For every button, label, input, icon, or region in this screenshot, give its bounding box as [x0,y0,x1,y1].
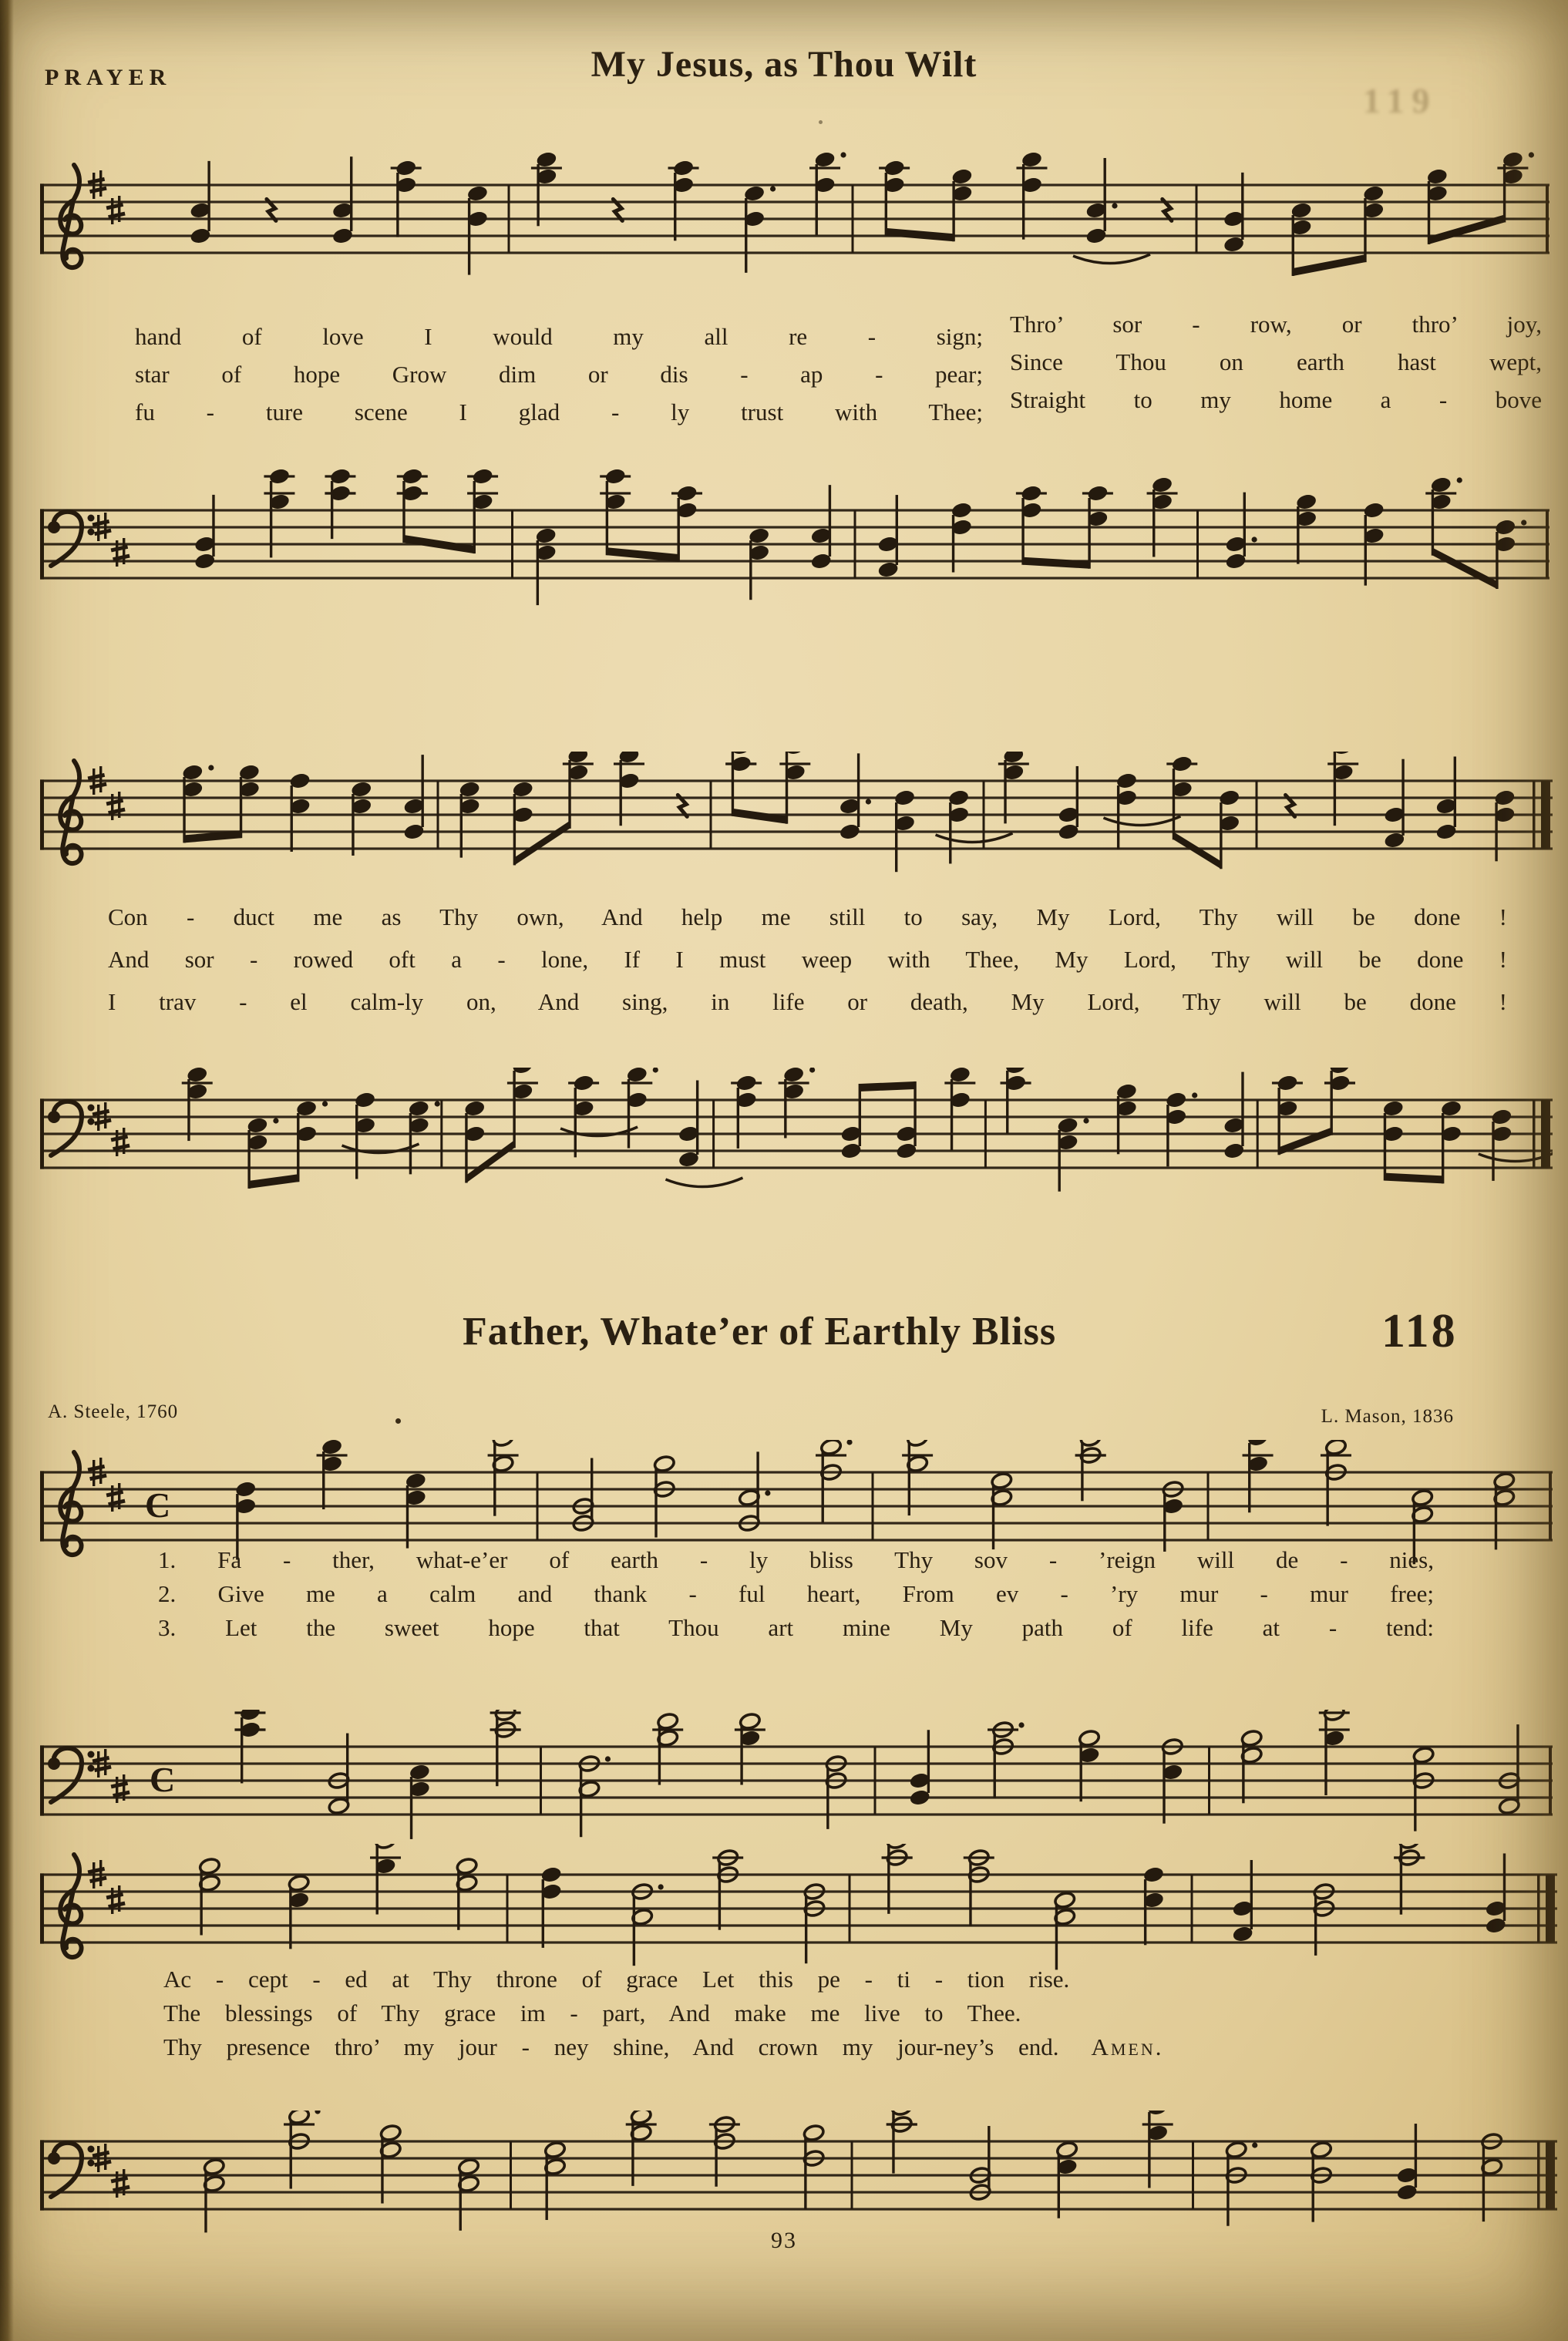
bass-clef-icon [48,1748,95,1802]
hymn-top-title: My Jesus, as Thou Wilt [591,44,977,85]
lyric-line: hand of love I would my all re - sign; [135,323,983,350]
scan-edge-shadow [0,0,14,2341]
hymn-118-verses-second [163,1963,1505,2064]
page-number: 93 [771,2228,797,2253]
hymn-118-composer: L. Mason, 1836 [1321,1406,1454,1427]
verse-line: Ac - cept - ed at Thy throne of grace Let this pe - ti - tion rise. [163,1966,1070,1993]
lyric-line: Straight to my home a - bove [1010,386,1542,413]
treble-clef-icon [60,1855,81,1957]
verse-line [163,2030,1505,2064]
hymn-118-title: Father, Whate’er of Earthly Bliss [462,1310,1057,1354]
hymn-118-verses-first [158,1543,1434,1645]
staff-bass-2 [40,1068,1553,1218]
lyric-line: Con - duct me as Thy own, And help me still to say, My Lord, Thy will be done ! [108,903,1507,930]
hymn-top-lyrics-line2 [108,896,1507,1023]
staff-bass-3 [40,1710,1553,1848]
time-signature: C [145,1485,171,1525]
lyric-line: star of hope Grow dim or dis - ap - pear; [135,361,983,388]
staff-treble-2 [40,752,1553,906]
verse-line: 2. Give me a calm and thank - ful heart, From ev - ’ry mur - mur free; [158,1580,1434,1607]
verse-line: 1. Fa - ther, what-e’er of earth - ly bliss Thy sov - ’reign will de - nies, [158,1546,1434,1573]
running-head: PRAYER [45,65,172,90]
amen-label: Amen. [1091,2033,1164,2060]
bass-clef-icon [48,2143,95,2197]
bleedthrough-number: 119 [1363,81,1438,120]
verse-line: The blessings of Thy grace im - part, And make me live to Thee. [163,2000,1021,2027]
treble-clef-icon [60,1452,81,1555]
verse-line-text: Thy presence thro’ my jour - ney shine, And crown my jour-ney’s end. [163,2033,1059,2060]
lyrics-left-column [135,318,983,431]
lyric-line: Since Thou on earth hast wept, [1010,348,1542,375]
verse-line: 3. Let the sweet hope that Thou art mine My path of life at - tend: [158,1614,1434,1641]
hymn-top-lyrics-line1 [135,311,1542,431]
hymn-118-author: A. Steele, 1760 [48,1401,179,1422]
treble-clef-icon [60,761,81,863]
lyric-line: fu - ture scene I glad - ly trust with Thee; [135,399,983,425]
treble-clef-icon [60,165,81,267]
hymn-118-number: 118 [1381,1305,1458,1357]
staff-treble-1 [40,148,1549,314]
lyric-line: I trav - el calm-ly on, And sing, in life or death, My Lord, Thy will be done ! [108,988,1507,1015]
ink-speck [395,1418,401,1424]
bass-clef-icon [48,1102,95,1155]
time-signature: C [150,1760,176,1799]
lyric-line: And sor - rowed oft a - lone, If I must weep with Thee, My Lord, Thy will be done ! [108,946,1507,973]
lyrics-right-column [1010,305,1542,419]
lyric-line: Thro’ sor - row, or thro’ joy, [1010,311,1542,338]
ink-speck [819,120,823,124]
bass-clef-icon [48,512,95,566]
staff-treble-4 [40,1844,1557,1975]
staff-bass-1 [40,455,1549,636]
